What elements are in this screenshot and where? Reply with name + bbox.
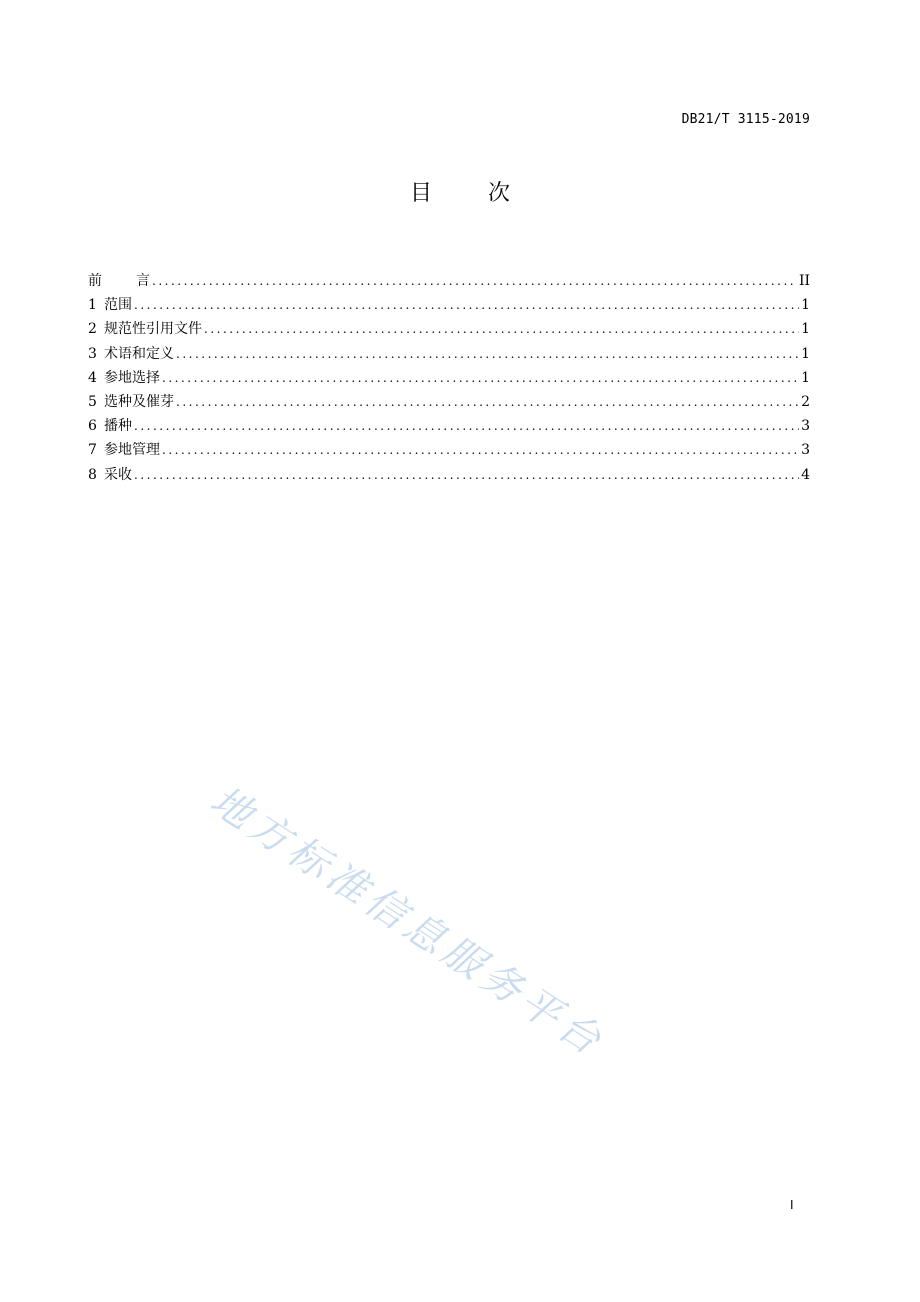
toc-page-number: 1 [801, 321, 810, 338]
toc-leader-dots [176, 347, 799, 361]
toc-page-number: 1 [801, 369, 810, 386]
toc-leader-dots [162, 443, 799, 457]
toc-entry-number: 4 [88, 369, 97, 386]
toc-entry[interactable] [88, 415, 810, 439]
toc-entry[interactable] [88, 294, 810, 318]
toc-entry-number: 8 [88, 466, 97, 483]
toc-leader-dots [134, 298, 799, 312]
table-of-contents [88, 270, 810, 488]
toc-leader-dots [204, 322, 799, 336]
title-char-2: 次 [488, 181, 511, 206]
toc-entry-label: 播种 [104, 418, 132, 435]
watermark: 地方标准信息服务平台 [202, 777, 613, 1067]
toc-entry-label: 规范性引用文件 [104, 321, 202, 338]
toc-leader-dots [152, 274, 797, 288]
toc-page-number: 4 [801, 466, 810, 483]
toc-entry-label: 采收 [104, 466, 132, 483]
toc-page-number: 1 [801, 297, 810, 314]
toc-page-number: 2 [801, 393, 810, 410]
title-char-1: 目 [409, 181, 432, 206]
toc-entry[interactable] [88, 439, 810, 463]
toc-entry-label: 选种及催芽 [104, 393, 174, 410]
toc-entry[interactable] [88, 367, 810, 391]
toc-page-number: 3 [801, 418, 810, 435]
toc-page-number: 1 [801, 345, 810, 362]
toc-label-part-2: 言 [136, 273, 150, 289]
toc-leader-dots [176, 395, 799, 409]
toc-entry-foreword[interactable] [88, 270, 810, 294]
toc-entry-label: 范围 [104, 297, 132, 314]
toc-entry[interactable] [88, 318, 810, 342]
toc-page-number: 3 [801, 442, 810, 459]
toc-entry-label: 参地选择 [104, 369, 160, 386]
toc-label-part-1: 前 [88, 273, 102, 289]
toc-entry-number: 7 [88, 442, 97, 459]
toc-leader-dots [162, 371, 799, 385]
toc-entry-number: 3 [88, 345, 97, 362]
toc-entry-number: 6 [88, 418, 97, 435]
toc-entry[interactable] [88, 391, 810, 415]
toc-leader-dots [134, 468, 799, 482]
toc-page-number: II [798, 273, 810, 289]
toc-leader-dots [134, 419, 799, 433]
toc-entry[interactable] [88, 343, 810, 367]
toc-entry[interactable] [88, 464, 810, 488]
standard-code: DB21/T 3115-2019 [681, 112, 810, 127]
toc-entry-label: 术语和定义 [104, 345, 174, 362]
toc-entry-number: 2 [88, 321, 97, 338]
page-title [0, 176, 920, 207]
toc-entry-number: 5 [88, 393, 97, 410]
toc-entry-number: 1 [88, 297, 97, 314]
toc-entry-label: 参地管理 [104, 442, 160, 459]
footer-page-number: I [790, 1198, 794, 1212]
